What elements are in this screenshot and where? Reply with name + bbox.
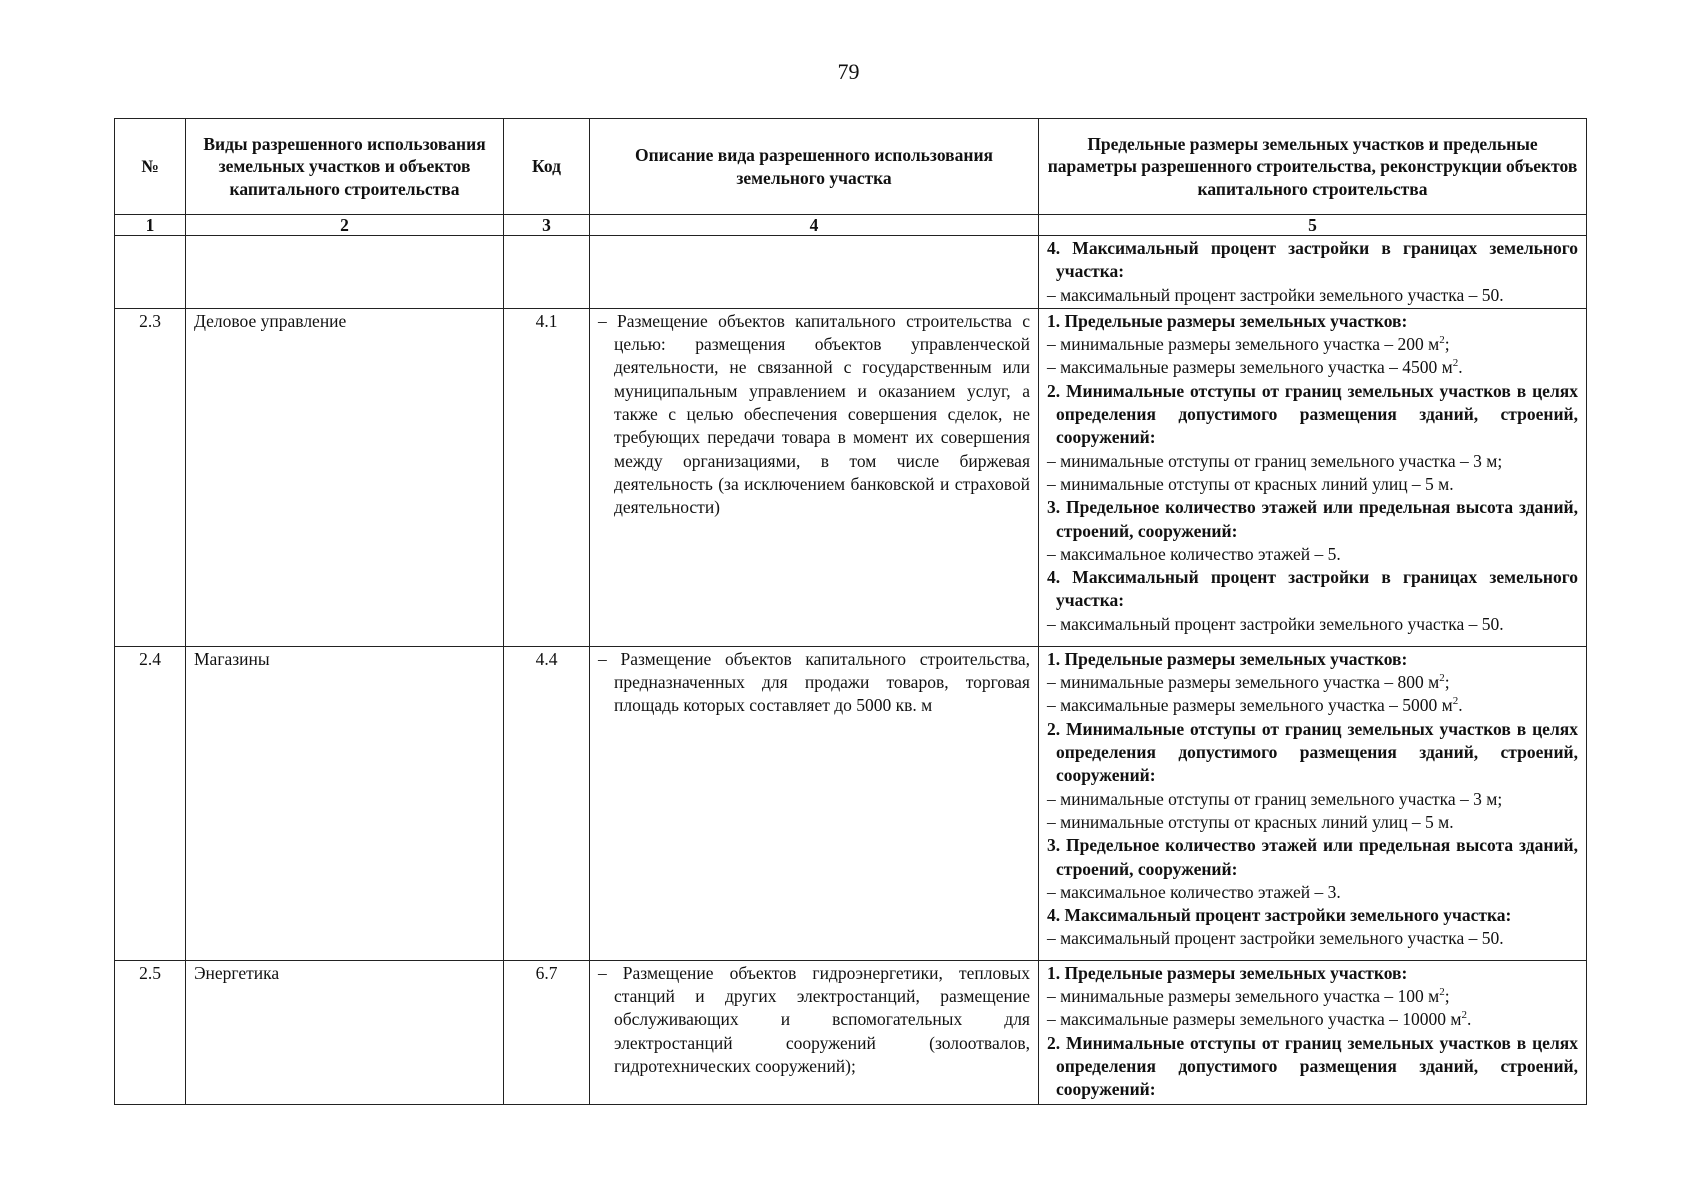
cell-description (590, 646, 1039, 960)
cell-no: 2.3 (115, 308, 186, 646)
params-text: – максимальные размеры земельного участка – 10000 м (1047, 1009, 1462, 1030)
params-text: . (1466, 1009, 1472, 1030)
params-line: – минимальные отступы от границ земельного участка – 3 м; (1047, 450, 1503, 471)
params-heading: 2. Минимальные отступы от границ земельных участков в целях определения допустимого размещения зданий, строений, сооружений: (1047, 380, 1578, 448)
params-text: – максимальные размеры земельного участка – 4500 м (1047, 357, 1453, 378)
params-text: – минимальные размеры земельного участка – 800 м (1047, 672, 1440, 693)
cell-kind: Магазины (186, 646, 504, 960)
cell-params (1039, 236, 1587, 309)
table-row (115, 960, 1587, 1104)
params-line: – минимальные отступы от красных линий улиц – 5 м. (1047, 473, 1454, 494)
superscript: 2 (1461, 1009, 1467, 1022)
params-text: ; (1444, 672, 1450, 693)
params-line: – максимальный процент застройки земельного участка – 50. (1047, 613, 1504, 634)
params-text: ; (1444, 334, 1450, 355)
params-text: ; (1444, 986, 1450, 1007)
description-text: – Размещение объектов капитального строительства, предназначенных для продажи товаров, торговая площадь которых составляет до 5000 кв. м (598, 648, 1030, 716)
column-number: 3 (504, 215, 590, 236)
cell-params (1039, 960, 1587, 1104)
table-row-continuation (115, 236, 1587, 309)
cell-description (590, 960, 1039, 1104)
params-heading: 1. Предельные размеры земельных участков: (1047, 648, 1408, 669)
table-header-row (115, 119, 1587, 215)
cell-kind: Энергетика (186, 960, 504, 1104)
superscript: 2 (1452, 357, 1459, 370)
cell-no (115, 236, 186, 309)
column-number-row (115, 215, 1587, 236)
params-line: – максимальный процент застройки земельного участка – 50. (1047, 284, 1504, 305)
cell-kind: Деловое управление (186, 308, 504, 646)
cell-code: 6.7 (504, 960, 590, 1104)
params-line (1047, 694, 1578, 717)
params-line (1047, 985, 1578, 1008)
cell-params (1039, 308, 1587, 646)
params-text: – максимальные размеры земельного участка – 5000 м (1047, 695, 1453, 716)
header-description: Описание вида разрешенного использования земельного участка (590, 119, 1039, 215)
superscript: 2 (1439, 672, 1445, 685)
column-number: 4 (590, 215, 1039, 236)
params-line: – минимальные отступы от границ земельного участка – 3 м; (1047, 788, 1503, 809)
params-line (1047, 671, 1578, 694)
params-line: – максимальный процент застройки земельного участка – 50. (1047, 928, 1504, 949)
params-line (1047, 356, 1578, 379)
params-heading: 2. Минимальные отступы от границ земельных участков в целях определения допустимого размещения зданий, строений, сооружений: (1047, 718, 1578, 786)
column-number: 5 (1039, 215, 1587, 236)
table-row (115, 308, 1587, 646)
superscript: 2 (1439, 334, 1445, 347)
params-line: – минимальные отступы от красных линий улиц – 5 м. (1047, 811, 1454, 832)
cell-description (590, 308, 1039, 646)
header-params: Предельные размеры земельных участков и предельные параметры разрешенного строительства, реконструкции объектов капитального строительства (1039, 119, 1587, 215)
header-code: Код (504, 119, 590, 215)
params-text: – минимальные размеры земельного участка – 200 м (1047, 334, 1440, 355)
table-row (115, 646, 1587, 960)
params-line: – максимальное количество этажей – 5. (1047, 543, 1341, 564)
column-number: 1 (115, 215, 186, 236)
header-kind: Виды разрешенного использования земельных участков и объектов капитального строительства (186, 119, 504, 215)
cell-params (1039, 646, 1587, 960)
cell-no: 2.5 (115, 960, 186, 1104)
params-heading: 4. Максимальный процент застройки в границах земельного участка: (1047, 238, 1578, 282)
cell-code: 4.1 (504, 308, 590, 646)
cell-code (504, 236, 590, 309)
params-heading: 2. Минимальные отступы от границ земельных участков в целях определения допустимого размещения зданий, строений, сооружений: (1047, 1032, 1578, 1100)
page-number: 79 (837, 59, 860, 84)
cell-description (590, 236, 1039, 309)
params-heading: 4. Максимальный процент застройки в границах земельного участка: (1047, 567, 1578, 611)
description-text: – Размещение объектов капитального строительства с целью: размещения объектов управленческой деятельности, не связанной с государственным или муниципальным управлением и оказанием услуг, а также с целью обеспечения совершения сделок, не требующих передачи товара в момент их совершения между организациями, в том числе биржевая деятельность (за исключением банковской и страховой деятельности) (598, 310, 1030, 518)
params-heading: 1. Предельные размеры земельных участков: (1047, 310, 1408, 331)
superscript: 2 (1439, 986, 1445, 999)
params-heading: 4. Максимальный процент застройки земельного участка: (1047, 905, 1512, 926)
params-heading: 3. Предельное количество этажей или предельная высота зданий, строений, сооружений: (1047, 497, 1578, 541)
cell-kind (186, 236, 504, 309)
header-no: № (115, 119, 186, 215)
params-heading: 1. Предельные размеры земельных участков: (1047, 962, 1408, 983)
params-heading: 3. Предельное количество этажей или предельная высота зданий, строений, сооружений: (1047, 835, 1578, 879)
cell-code: 4.4 (504, 646, 590, 960)
params-text: . (1458, 695, 1463, 716)
superscript: 2 (1452, 695, 1459, 708)
params-text: – минимальные размеры земельного участка – 100 м (1047, 986, 1440, 1007)
params-line: – максимальное количество этажей – 3. (1047, 881, 1341, 902)
description-text: – Размещение объектов гидроэнергетики, тепловых станций и других электростанций, размещение обслуживающих и вспомогательных для электростанций сооружений (золоотвалов, гидротехнических сооружений); (598, 962, 1030, 1077)
column-number: 2 (186, 215, 504, 236)
cell-no: 2.4 (115, 646, 186, 960)
params-text: . (1458, 357, 1463, 378)
params-line (1047, 1008, 1578, 1031)
params-line (1047, 333, 1578, 356)
land-use-table (114, 118, 1587, 1105)
